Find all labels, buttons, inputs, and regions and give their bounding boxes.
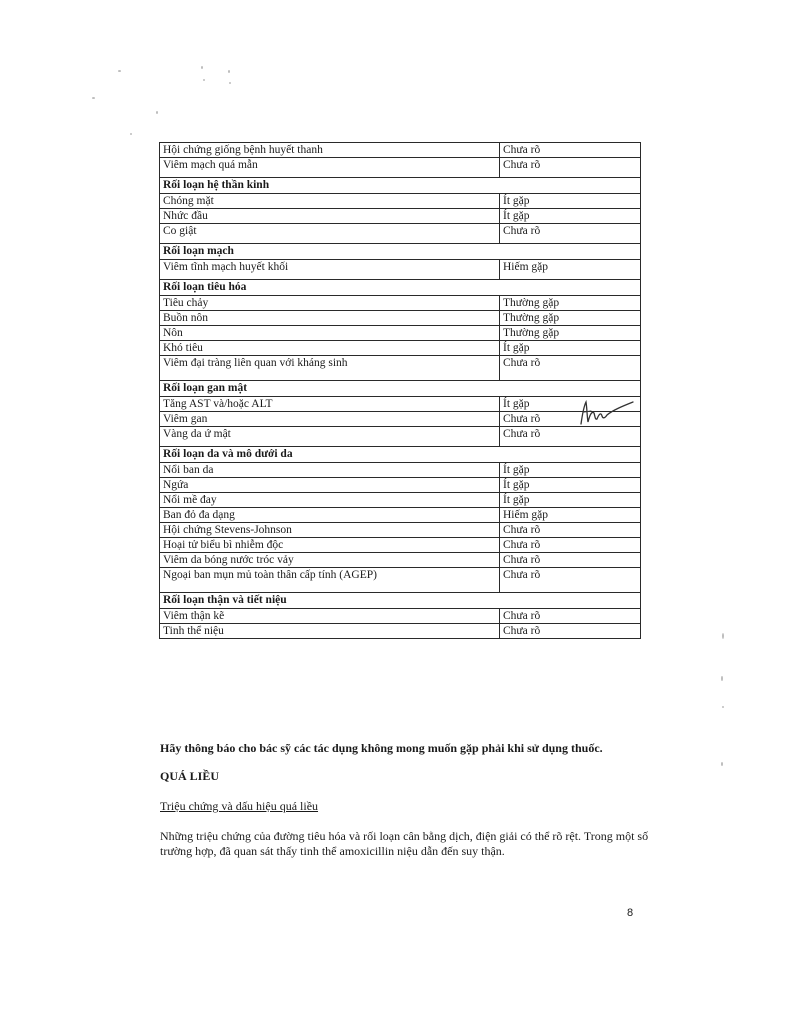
table-row <box>160 397 641 412</box>
category-blank-cell <box>500 280 641 296</box>
table-row <box>160 224 641 244</box>
effect-cell: Viêm da bóng nước tróc vảy <box>160 553 500 568</box>
category-label: Rối loạn hệ thần kinh <box>160 178 500 194</box>
table-row <box>160 412 641 427</box>
overdose-paragraph: Những triệu chứng của đường tiêu hóa và rối loạn cân bằng dịch, điện giải có thể rõ rệt. Trong một số trường hợp, đã quan sát thấy tinh thể amoxicillin niệu dẫn đến suy thận. <box>160 829 649 858</box>
frequency-cell: Ít gặp <box>500 194 641 209</box>
effect-cell: Vàng da ứ mật <box>160 427 500 447</box>
effect-cell: Buồn nôn <box>160 311 500 326</box>
scan-speck <box>722 633 724 639</box>
scan-speck <box>118 70 121 72</box>
table-category-row <box>160 381 641 397</box>
frequency-cell: Ít gặp <box>500 493 641 508</box>
table-row <box>160 326 641 341</box>
table-row <box>160 508 641 523</box>
table-category-row <box>160 280 641 296</box>
effect-cell: Tinh thể niệu <box>160 624 500 639</box>
table-row <box>160 523 641 538</box>
table-row <box>160 296 641 311</box>
effect-cell: Viêm tĩnh mạch huyết khối <box>160 260 500 280</box>
frequency-cell: Chưa rõ <box>500 143 641 158</box>
side-effects-table-body <box>160 143 641 639</box>
effect-cell: Tăng AST và/hoặc ALT <box>160 397 500 412</box>
category-label: Rối loạn mạch <box>160 244 500 260</box>
table-row <box>160 311 641 326</box>
effect-cell: Nổi ban da <box>160 463 500 478</box>
effect-cell: Viêm đại tràng liên quan với kháng sinh <box>160 356 500 381</box>
frequency-cell: Chưa rõ <box>500 523 641 538</box>
table-category-row <box>160 244 641 260</box>
frequency-cell: Chưa rõ <box>500 427 641 447</box>
category-blank-cell <box>500 178 641 194</box>
table-row <box>160 493 641 508</box>
table-row <box>160 553 641 568</box>
table-row <box>160 194 641 209</box>
frequency-cell: Chưa rõ <box>500 224 641 244</box>
table-row <box>160 609 641 624</box>
effect-cell: Ban đỏ đa dạng <box>160 508 500 523</box>
effect-cell: Nổi mề đay <box>160 493 500 508</box>
scan-speck <box>228 70 230 73</box>
frequency-cell: Chưa rõ <box>500 158 641 178</box>
table-category-row <box>160 593 641 609</box>
table-row <box>160 341 641 356</box>
scan-speck <box>722 706 724 708</box>
table-row <box>160 158 641 178</box>
table-row <box>160 356 641 381</box>
frequency-cell: Chưa rõ <box>500 609 641 624</box>
handwritten-initials <box>575 398 637 428</box>
overdose-subheading: Triệu chứng và dấu hiệu quá liều <box>160 799 319 813</box>
frequency-cell: Chưa rõ <box>500 624 641 639</box>
category-label: Rối loạn gan mật <box>160 381 500 397</box>
page-number: 8 <box>627 907 634 919</box>
scan-speck <box>92 97 95 99</box>
table-row <box>160 209 641 224</box>
scan-speck <box>721 762 723 766</box>
effect-cell: Hoại tử biểu bì nhiễm độc <box>160 538 500 553</box>
frequency-cell: Ít gặp <box>500 463 641 478</box>
frequency-cell: Chưa rõ <box>500 538 641 553</box>
effect-cell: Ngoại ban mụn mủ toàn thân cấp tính (AGEP) <box>160 568 500 593</box>
table-row <box>160 463 641 478</box>
effect-cell: Khó tiêu <box>160 341 500 356</box>
frequency-cell: Ít gặp <box>500 209 641 224</box>
table-row <box>160 478 641 493</box>
frequency-cell: Thường gặp <box>500 326 641 341</box>
effect-cell: Hội chứng giống bệnh huyết thanh <box>160 143 500 158</box>
overdose-heading: QUÁ LIỀU <box>160 769 220 783</box>
frequency-cell: Hiếm gặp <box>500 260 641 280</box>
category-blank-cell <box>500 244 641 260</box>
effect-cell: Nhức đầu <box>160 209 500 224</box>
frequency-cell: Chưa rõ <box>500 568 641 593</box>
effect-cell: Hội chứng Stevens-Johnson <box>160 523 500 538</box>
scan-speck <box>156 111 158 114</box>
effect-cell: Viêm mạch quá mẫn <box>160 158 500 178</box>
table-category-row <box>160 178 641 194</box>
effect-cell: Nôn <box>160 326 500 341</box>
effect-cell: Co giật <box>160 224 500 244</box>
frequency-cell: Thường gặp <box>500 296 641 311</box>
side-effects-table <box>159 142 641 639</box>
frequency-cell: Chưa rõ <box>500 356 641 381</box>
table-category-row <box>160 447 641 463</box>
effect-cell: Ngứa <box>160 478 500 493</box>
effect-cell: Tiêu chảy <box>160 296 500 311</box>
effect-cell: Viêm gan <box>160 412 500 427</box>
effect-cell: Viêm thận kẽ <box>160 609 500 624</box>
scan-speck <box>229 82 231 84</box>
scan-speck <box>130 133 132 135</box>
table-row <box>160 624 641 639</box>
frequency-cell: Ít gặp <box>500 478 641 493</box>
category-blank-cell <box>500 447 641 463</box>
category-label: Rối loạn thận và tiết niệu <box>160 593 500 609</box>
scan-speck <box>721 676 723 681</box>
table-row <box>160 538 641 553</box>
table-row <box>160 568 641 593</box>
frequency-cell: Chưa rõ <box>500 412 641 427</box>
category-blank-cell <box>500 593 641 609</box>
frequency-cell: Thường gặp <box>500 311 641 326</box>
effect-cell: Chóng mặt <box>160 194 500 209</box>
scan-speck <box>203 79 205 81</box>
frequency-cell: Chưa rõ <box>500 553 641 568</box>
category-blank-cell <box>500 381 641 397</box>
frequency-cell: Hiếm gặp <box>500 508 641 523</box>
frequency-cell: Ít gặp <box>500 341 641 356</box>
category-label: Rối loạn da và mô dưới da <box>160 447 500 463</box>
table-row <box>160 427 641 447</box>
table-row <box>160 143 641 158</box>
side-effects-warning: Hãy thông báo cho bác sỹ các tác dụng không mong muốn gặp phải khi sử dụng thuốc. <box>160 741 603 755</box>
table-row <box>160 260 641 280</box>
frequency-cell: Ít gặp <box>500 397 641 412</box>
category-label: Rối loạn tiêu hóa <box>160 280 500 296</box>
scan-speck <box>201 66 203 69</box>
